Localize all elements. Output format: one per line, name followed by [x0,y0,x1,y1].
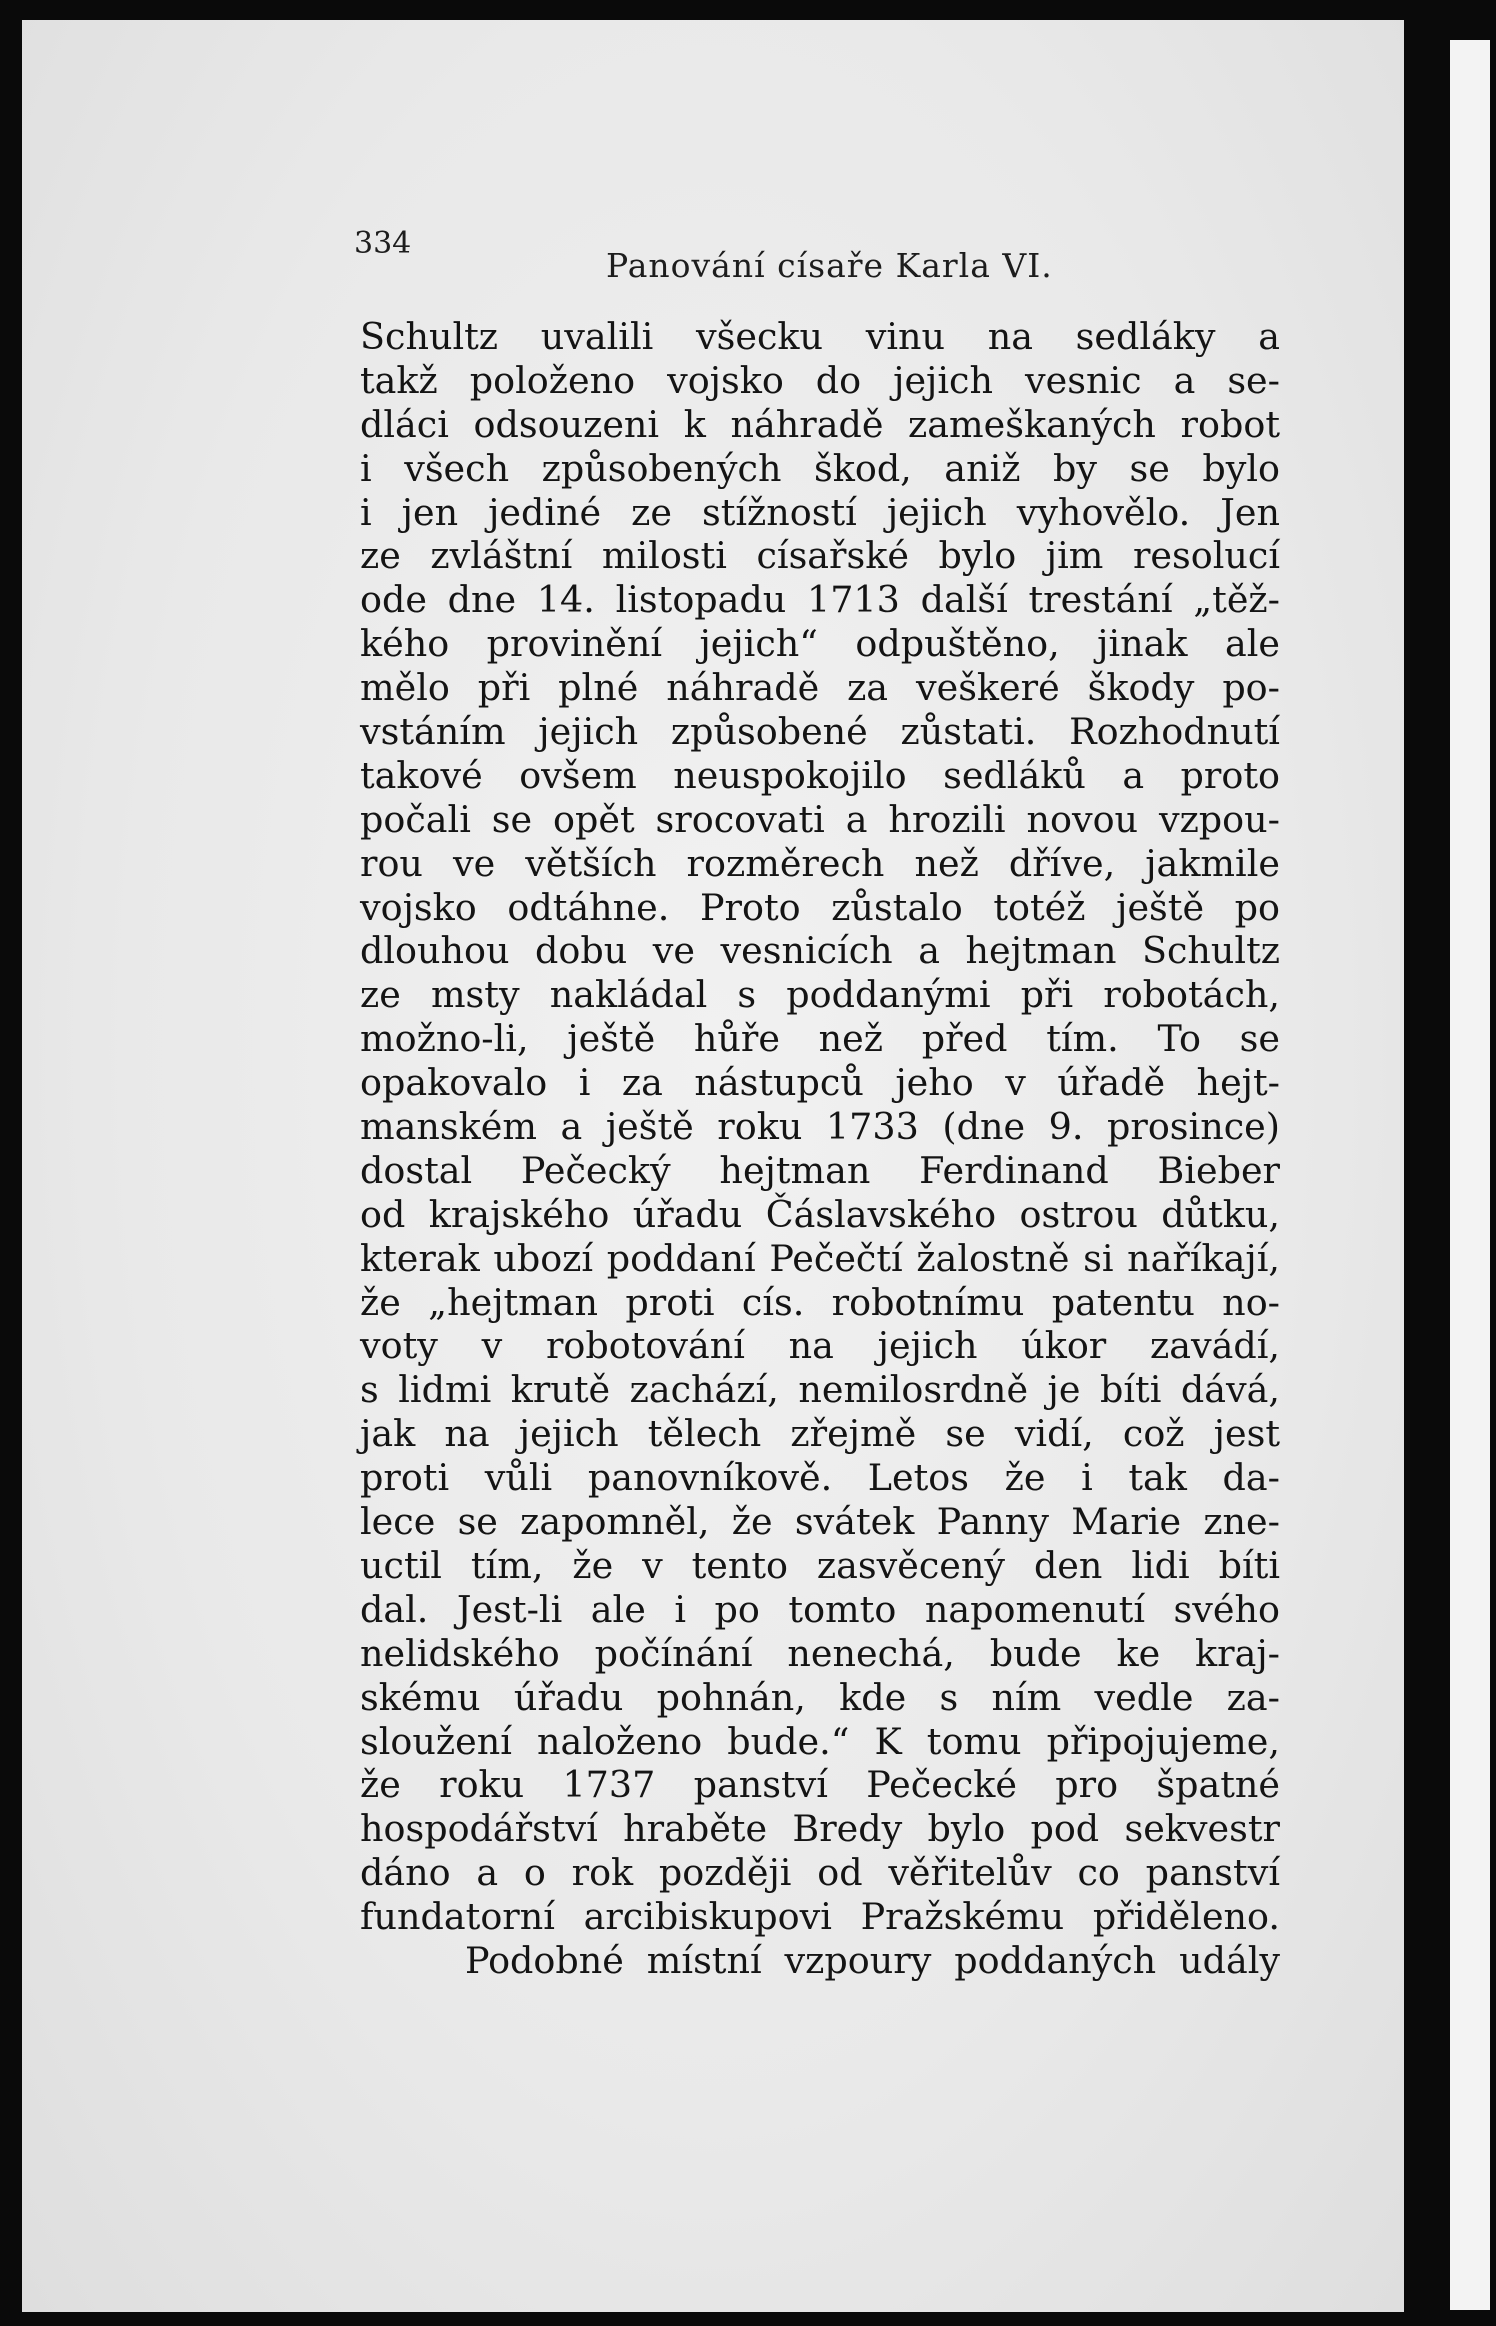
text-line: dostal Pečecký hejtman Ferdinand Bieber [360,1148,1280,1192]
text-line: počali se opět srocovati a hrozili novou vzpou- [360,797,1280,841]
text-line: dlouhou dobu ve vesnicích a hejtman Schultz [360,929,1280,973]
text-line: kého provinění jejich“ odpuštěno, jinak ale [360,622,1280,666]
text-line: voty v robotování na jejich úkor zavádí, [360,1324,1280,1368]
text-line: možno-li, ještě hůře než před tím. To se [360,1017,1280,1061]
text-line: takové ovšem neuspokojilo sedláků a proto [360,753,1280,797]
text-line: lece se zapomněl, že svátek Panny Marie zne- [360,1500,1280,1544]
text-line: vstáním jejich způsobené zůstati. Rozhodnutí [360,710,1280,754]
text-line: že roku 1737 panství Pečecké pro špatné [360,1763,1280,1807]
text-line: Podobné místní vzpoury poddaných udály [465,1938,1280,1982]
text-line: že „hejtman proti cís. robotnímu patentu no- [360,1280,1280,1324]
text-line: proti vůli panovníkově. Letos že i tak da- [360,1456,1280,1500]
text-line: takž položeno vojsko do jejich vesnic a se- [360,358,1280,402]
text-line: uctil tím, že v tento zasvěcený den lidi bíti [360,1543,1280,1587]
text-line: ze msty nakládal s poddanými při robotách, [360,973,1280,1017]
text-line: hospodářství hraběte Bredy bylo pod sekvestr [360,1807,1280,1851]
text-line: manském a ještě roku 1733 (dne 9. prosince) [360,1105,1280,1149]
text-line: Schultz uvalili všecku vinu na sedláky a [360,315,1280,358]
text-line: i všech způsobených škod, aniž by se bylo [360,446,1280,490]
text-line: vojsko odtáhne. Proto zůstalo totéž ještě po [360,885,1280,929]
text-line: od krajského úřadu Čáslavského ostrou důtku, [360,1192,1280,1236]
text-line: sloužení naloženo bude.“ K tomu připojujeme, [360,1719,1280,1763]
text-line: ode dne 14. listopadu 1713 další trestání „těž- [360,578,1280,622]
adjacent-page-edge [1450,40,1490,2310]
page-header [350,222,1280,285]
running-head: Panování císaře Karla VI. [606,246,1053,285]
page-number: 334 [354,226,412,261]
text-line: s lidmi krutě zachází, nemilosrdně je bíti dává, [360,1368,1280,1412]
text-line: jak na jejich tělech zřejmě se vidí, což jest [360,1412,1280,1456]
text-line: i jen jediné ze stížností jejich vyhovělo. Jen [360,490,1280,534]
text-line: dáno a o rok později od věřitelův co panství [360,1851,1280,1895]
text-line: rou ve větších rozměrech než dříve, jakmile [360,841,1280,885]
text-line: fundatorní arcibiskupovi Pražskému přiděleno. [360,1895,1280,1939]
text-line: skému úřadu pohnán, kde s ním vedle za- [360,1675,1280,1719]
text-line: mělo při plné náhradě za veškeré škody po- [360,666,1280,710]
text-line: dláci odsouzeni k náhradě zameškaných robot [360,402,1280,446]
body-text [360,315,1280,1983]
text-line: opakovalo i za nástupců jeho v úřadě hejt- [360,1061,1280,1105]
page-gutter-shadow [1404,20,1442,2312]
text-line: ze zvláštní milosti císařské bylo jim resolucí [360,534,1280,578]
text-line: dal. Jest-li ale i po tomto napomenutí svého [360,1587,1280,1631]
text-line: nelidského počínání nenechá, bude ke kraj- [360,1631,1280,1675]
text-line: kterak ubozí poddaní Pečečtí žalostně si naříkají, [360,1236,1280,1280]
